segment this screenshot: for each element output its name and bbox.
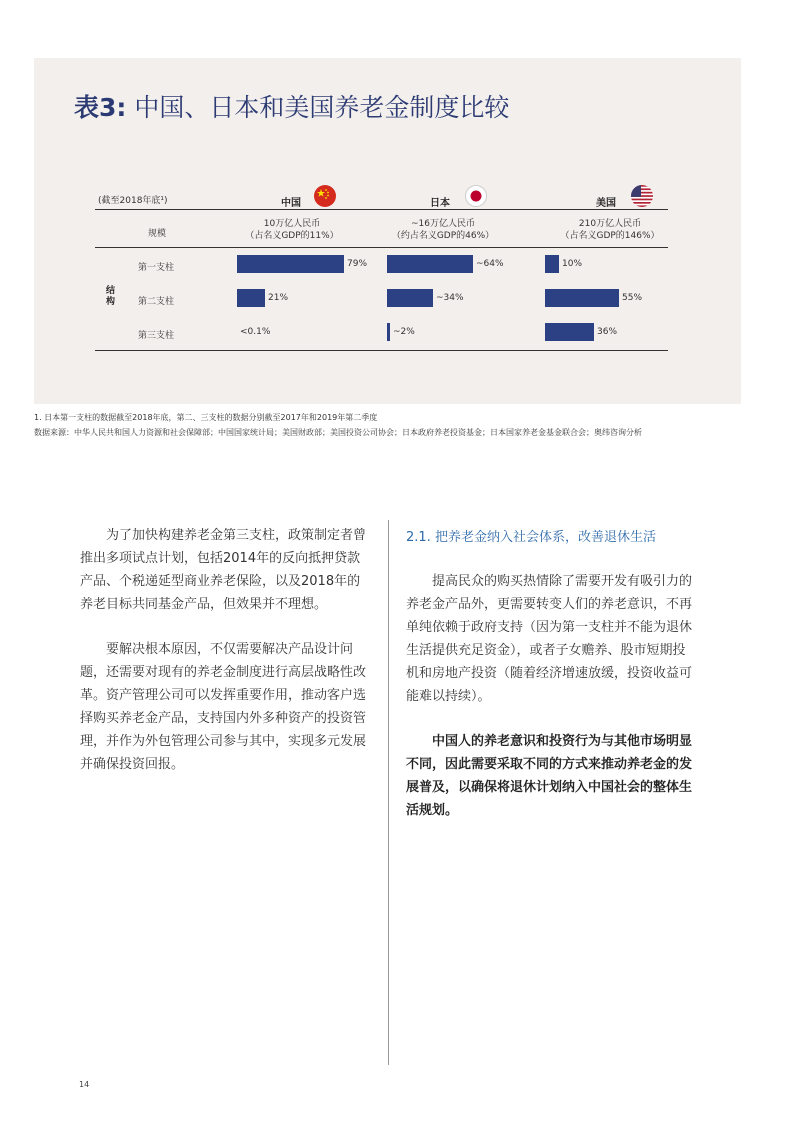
table-rule-mid	[95, 247, 668, 248]
page-number: 14	[79, 1080, 90, 1089]
table-rule-top	[95, 209, 668, 210]
usa-flag-icon	[631, 185, 653, 207]
bar-pillar-1-japan	[387, 255, 473, 273]
right-paragraph-2-emphasis: 中国人的养老意识和投资行为与其他市场明显不同，因此需要采取不同的方式来推动养老金的发展普及，以确保将退休计划纳入中国社会的整体生活规划。	[406, 734, 693, 818]
label-pillar-3-usa: 36%	[597, 327, 618, 337]
label-pillar-1-japan: ~64%	[476, 259, 504, 269]
bar-pillar-2-usa	[545, 289, 619, 307]
right-column	[406, 570, 698, 844]
china-flag-icon	[314, 185, 336, 207]
japan-flag-icon	[465, 185, 487, 207]
column-divider	[388, 520, 389, 1065]
table-title-text: 中国、日本和美国养老金制度比较	[126, 93, 510, 122]
bar-pillar-2-japan	[387, 289, 433, 307]
country-header-china: 中国	[281, 198, 301, 209]
scale-china	[232, 218, 352, 242]
right-paragraph-1: 提高民众的购买热情除了需要开发有吸引力的养老金产品外，更需要转变人们的养老意识，不再单纯依赖于政府支持（因为第一支柱并不能为退休生活提供充足资金），或者子女赡养、股市短期投机和房地产投资（随着经济增速放缓，投资收益可能难以持续）。	[406, 574, 693, 704]
structure-label: 结构	[106, 286, 116, 307]
section-heading: 2.1. 把养老金纳入社会体系，改善退休生活	[406, 530, 656, 545]
table-title-number: 表3:	[74, 93, 127, 122]
bar-pillar-2-china	[237, 289, 265, 307]
bar-pillar-1-usa	[545, 255, 559, 273]
scale-usa-gdp: （占名义GDP的146%）	[560, 231, 660, 241]
label-pillar-2-japan: ~34%	[436, 293, 464, 303]
left-column	[80, 524, 370, 798]
scale-usa-amount: 210万亿人民币	[578, 219, 642, 229]
pillar-label-1: 第一支柱	[138, 263, 175, 273]
scale-japan	[378, 218, 508, 242]
scale-japan-amount: ~16万亿人民币	[411, 219, 475, 229]
label-pillar-1-usa: 10%	[562, 259, 583, 269]
footnote-1: 1. 日本第一支柱的数据截至2018年底，第二、三支柱的数据分别截至2017年和2019年第二季度	[34, 413, 378, 422]
label-pillar-3-china: <0.1%	[240, 327, 271, 337]
left-paragraph-2: 要解决根本原因，不仅需要解决产品设计问题，还需要对现有的养老金制度进行高层战略性改革。资产管理公司可以发挥重要作用，推动客户选择购买养老金产品，支持国内外多种资产的投资管理，并作为外包管理公司参与其中，实现多元发展并确保投资回报。	[80, 642, 367, 772]
table-rule-bottom	[95, 350, 668, 351]
scale-japan-gdp: （约占名义GDP的46%）	[391, 231, 495, 241]
left-paragraph-1: 为了加快构建养老金第三支柱，政策制定者曾推出多项试点计划，包括2014年的反向抵押贷款产品、个税递延型商业养老保险，以及2018年的养老目标共同基金产品，但效果并不理想。	[80, 528, 367, 612]
as-of-note: (截至2018年底¹)	[98, 196, 168, 206]
country-header-japan: 日本	[430, 198, 450, 209]
pillar-label-2: 第二支柱	[138, 297, 175, 307]
scale-usa	[545, 218, 675, 242]
comparison-table-panel	[34, 58, 741, 404]
country-header-usa: 美国	[596, 198, 616, 209]
scale-china-amount: 10万亿人民币	[263, 219, 321, 229]
pension-comparison-table	[34, 58, 741, 404]
bar-pillar-1-china	[237, 255, 344, 273]
bar-pillar-3-japan	[387, 323, 390, 341]
scale-china-gdp: （占名义GDP的11%）	[245, 231, 339, 241]
bar-pillar-3-usa	[545, 323, 594, 341]
scale-row-label: 规模	[147, 229, 166, 239]
label-pillar-2-china: 21%	[268, 293, 289, 303]
pillar-label-3: 第三支柱	[138, 331, 175, 341]
label-pillar-1-china: 79%	[347, 259, 368, 269]
label-pillar-3-japan: ~2%	[393, 327, 415, 337]
data-source-note: 数据来源：中华人民共和国人力资源和社会保障部；中国国家统计局；美国财政部；美国投资公司协会；日本政府养老投资基金；日本国家养老金基金联合会；奥纬咨询分析	[34, 428, 642, 437]
label-pillar-2-usa: 55%	[622, 293, 643, 303]
